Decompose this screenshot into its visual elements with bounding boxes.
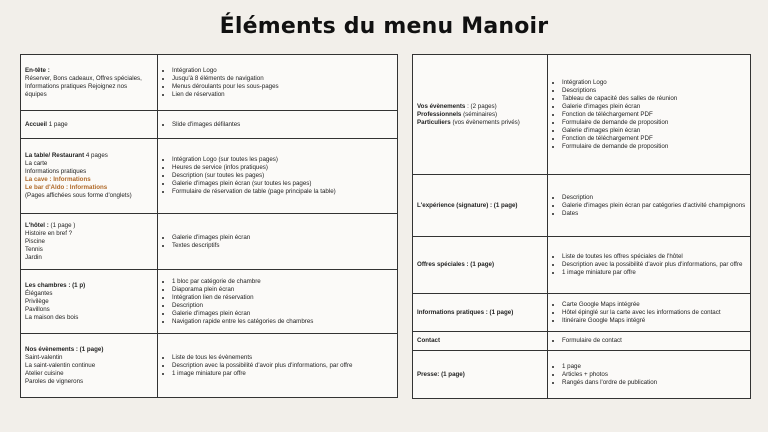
table-row bbox=[413, 55, 751, 175]
subpage-item: Réserver, Bons cadeaux, Offres spéciales, bbox=[25, 74, 142, 82]
feature-item: • Textes descriptifs bbox=[172, 242, 393, 250]
section-cell bbox=[21, 55, 158, 111]
section-heading bbox=[25, 282, 153, 290]
subpage-item: Tennis bbox=[25, 245, 43, 253]
subpage-item: équipes bbox=[25, 90, 47, 98]
feature-item: • Galerie d'images plein écran bbox=[172, 234, 393, 242]
section-heading bbox=[25, 222, 153, 230]
section-heading bbox=[417, 119, 543, 127]
features-cell bbox=[548, 175, 751, 237]
feature-list bbox=[552, 337, 746, 345]
feature-item: • Galerie d'images plein écran bbox=[562, 127, 746, 135]
subpage-item: Atelier cuisine bbox=[25, 369, 64, 377]
feature-list bbox=[162, 121, 393, 129]
subpage-item: La carte bbox=[25, 160, 48, 167]
subpage-item: La maison des bois bbox=[25, 313, 79, 321]
feature-item: • Intégration Logo bbox=[172, 67, 393, 75]
section-heading bbox=[417, 371, 543, 379]
subpage-item: Jardin bbox=[25, 253, 42, 261]
feature-item: • Lien de réservation bbox=[172, 91, 393, 99]
feature-list bbox=[552, 79, 746, 151]
feature-item: • Liste de tous les évènements bbox=[172, 354, 393, 362]
section-heading bbox=[25, 152, 153, 160]
table-row bbox=[21, 139, 398, 214]
heading-note: 4 pages bbox=[84, 152, 108, 159]
feature-item: • Formulaire de réservation de table (page principale la table) bbox=[172, 188, 393, 196]
page-title: Éléments du menu Manoir bbox=[219, 14, 549, 39]
subpage-item: Piscine bbox=[25, 237, 45, 245]
feature-item: • Fonction de téléchargement PDF bbox=[562, 135, 746, 143]
subpage-item: Saint-valentin bbox=[25, 353, 63, 361]
section-heading bbox=[25, 121, 153, 129]
features-cell bbox=[158, 214, 398, 270]
subpage-note: (Pages affichées sous forme d'onglets) bbox=[25, 192, 132, 199]
heading-bold: Offres spéciales : (1 page) bbox=[417, 261, 495, 268]
feature-item: • Articles + photos bbox=[562, 371, 746, 379]
heading-bold: L'expérience (signature) : (1 page) bbox=[417, 201, 518, 209]
left-table bbox=[20, 54, 398, 398]
section-cell bbox=[21, 214, 158, 270]
section-heading bbox=[417, 111, 543, 119]
subpage-item: Privilège bbox=[25, 297, 49, 305]
heading-bold: Les chambres : (1 p) bbox=[25, 281, 86, 289]
table-row bbox=[413, 175, 751, 237]
section-cell bbox=[21, 270, 158, 334]
table-row bbox=[21, 334, 398, 398]
subpage-item: Pavillons bbox=[25, 305, 50, 313]
features-cell bbox=[158, 270, 398, 334]
feature-list bbox=[162, 354, 393, 378]
features-cell bbox=[548, 332, 751, 351]
feature-list bbox=[552, 194, 746, 218]
feature-item: • Description avec la possibilité d'avoir plus d'informations, par offre bbox=[562, 261, 746, 269]
table-row bbox=[21, 55, 398, 111]
feature-item: • Slide d'images défilantes bbox=[172, 121, 393, 129]
feature-item: • Diaporama plein écran bbox=[172, 286, 393, 294]
heading-note: (1 page ) bbox=[48, 221, 76, 229]
table-row bbox=[21, 270, 398, 334]
subpage-item-highlight: La cave : Informations bbox=[25, 176, 91, 183]
features-cell bbox=[158, 334, 398, 398]
feature-item: • Navigation rapide entre les catégories de chambres bbox=[172, 318, 393, 326]
feature-list bbox=[162, 156, 393, 196]
heading-bold: Nos évènements : (1 page) bbox=[25, 345, 104, 353]
feature-item: • Heures de service (infos pratiques) bbox=[172, 164, 393, 172]
feature-item: • 1 bloc par catégorie de chambre bbox=[172, 278, 393, 286]
feature-list bbox=[162, 67, 393, 99]
heading-bold: Particuliers bbox=[417, 118, 451, 126]
feature-item: • Intégration Logo (sur toutes les pages) bbox=[172, 156, 393, 164]
section-cell bbox=[413, 332, 548, 351]
features-cell bbox=[548, 294, 751, 332]
section-heading bbox=[417, 202, 543, 210]
subpage-item-highlight: Le bar d'Aldo : Informations bbox=[25, 184, 108, 191]
feature-item: • Intégration lien de réservation bbox=[172, 294, 393, 302]
feature-item: • Intégration Logo bbox=[562, 79, 746, 87]
feature-list bbox=[162, 278, 393, 326]
section-heading bbox=[417, 309, 543, 317]
feature-item: • Formulaire de contact bbox=[562, 337, 746, 345]
section-cell bbox=[21, 334, 158, 398]
heading-bold: Professionnels bbox=[417, 110, 462, 118]
feature-item: • Liste de toutes les offres spéciales de l'hôtel bbox=[562, 253, 746, 261]
section-cell bbox=[413, 175, 548, 237]
heading-bold: Contact bbox=[417, 337, 441, 344]
feature-item: • 1 image miniature par offre bbox=[562, 269, 746, 277]
heading-bold: Accueil bbox=[25, 120, 48, 128]
feature-item: • Rangés dans l'ordre de publication bbox=[562, 379, 746, 387]
feature-item: • Galerie d'images plein écran par catégories d'activité champignons bbox=[562, 202, 746, 210]
section-cell bbox=[21, 139, 158, 214]
feature-list bbox=[162, 234, 393, 250]
feature-item: • Jusqu'à 8 éléments de navigation bbox=[172, 75, 393, 83]
subpage-item: Élégantes bbox=[25, 289, 53, 297]
section-cell bbox=[413, 294, 548, 332]
feature-item: • Description avec la possibilité d'avoir plus d'informations, par offre bbox=[172, 362, 393, 370]
subpage-item: La saint-valentin continue bbox=[25, 361, 96, 369]
heading-bold: Vos évènements bbox=[417, 102, 466, 110]
features-cell bbox=[158, 139, 398, 214]
feature-item: • Formulaire de demande de proposition bbox=[562, 143, 746, 151]
feature-item: • Menus déroulants pour les sous-pages bbox=[172, 83, 393, 91]
feature-item: • 1 image miniature par offre bbox=[172, 370, 393, 378]
features-cell bbox=[548, 237, 751, 294]
section-cell bbox=[413, 351, 548, 399]
feature-item: • Tableau de capacité des salles de réunion bbox=[562, 95, 746, 103]
feature-item: • Description (sur toutes les pages) bbox=[172, 172, 393, 180]
feature-list bbox=[552, 253, 746, 277]
feature-item: • Fonction de téléchargement PDF bbox=[562, 111, 746, 119]
table-row bbox=[413, 351, 751, 399]
section-heading bbox=[25, 67, 153, 75]
table-row bbox=[21, 214, 398, 270]
heading-note: (séminaires) bbox=[461, 110, 498, 118]
heading-bold: Informations pratiques : (1 page) bbox=[417, 308, 514, 316]
section-cell bbox=[413, 55, 548, 175]
heading-bold: En-tête : bbox=[25, 66, 50, 74]
feature-list bbox=[552, 301, 746, 325]
heading-bold: La table/ Restaurant bbox=[25, 152, 85, 159]
feature-item: • Galerie d'images plein écran bbox=[172, 310, 393, 318]
section-heading bbox=[417, 337, 543, 345]
features-cell bbox=[548, 351, 751, 399]
feature-item: • Description bbox=[562, 194, 746, 202]
feature-item: • Galerie d'images plein écran (sur toutes les pages) bbox=[172, 180, 393, 188]
heading-note: : (2 pages) bbox=[465, 102, 497, 110]
feature-list bbox=[552, 363, 746, 387]
feature-item: • Carte Google Maps intégrée bbox=[562, 301, 746, 309]
heading-note: (vos évènements privés) bbox=[450, 118, 520, 126]
section-cell bbox=[21, 111, 158, 139]
section-heading bbox=[417, 103, 543, 111]
feature-item: • Description bbox=[172, 302, 393, 310]
feature-item: • Hôtel épinglé sur la carte avec les informations de contact bbox=[562, 309, 746, 317]
feature-item: • Descriptions bbox=[562, 87, 746, 95]
heading-bold: Presse: (1 page) bbox=[417, 370, 465, 378]
feature-item: • Formulaire de demande de proposition bbox=[562, 119, 746, 127]
subpage-item: Histoire en bref ? bbox=[25, 229, 73, 237]
heading-bold: L'hôtel : bbox=[25, 221, 49, 229]
feature-item: • Itinéraire Google Maps intégré bbox=[562, 317, 746, 325]
table-row bbox=[413, 332, 751, 351]
section-heading bbox=[25, 346, 153, 354]
features-cell bbox=[158, 55, 398, 111]
table-row bbox=[413, 294, 751, 332]
right-table bbox=[412, 54, 751, 399]
feature-item: • Galerie d'images plein écran bbox=[562, 103, 746, 111]
subpage-item: Paroles de vignerons bbox=[25, 377, 84, 385]
subpage-item: Informations pratiques Rejoignez nos bbox=[25, 82, 128, 90]
feature-item: • 1 page bbox=[562, 363, 746, 371]
feature-item: • Dates bbox=[562, 210, 746, 218]
features-cell bbox=[158, 111, 398, 139]
section-heading bbox=[417, 261, 543, 269]
subpage-item: Informations pratiques bbox=[25, 168, 87, 175]
section-cell bbox=[413, 237, 548, 294]
table-row bbox=[21, 111, 398, 139]
features-cell bbox=[548, 55, 751, 175]
heading-note: 1 page bbox=[47, 120, 68, 128]
table-row bbox=[413, 237, 751, 294]
